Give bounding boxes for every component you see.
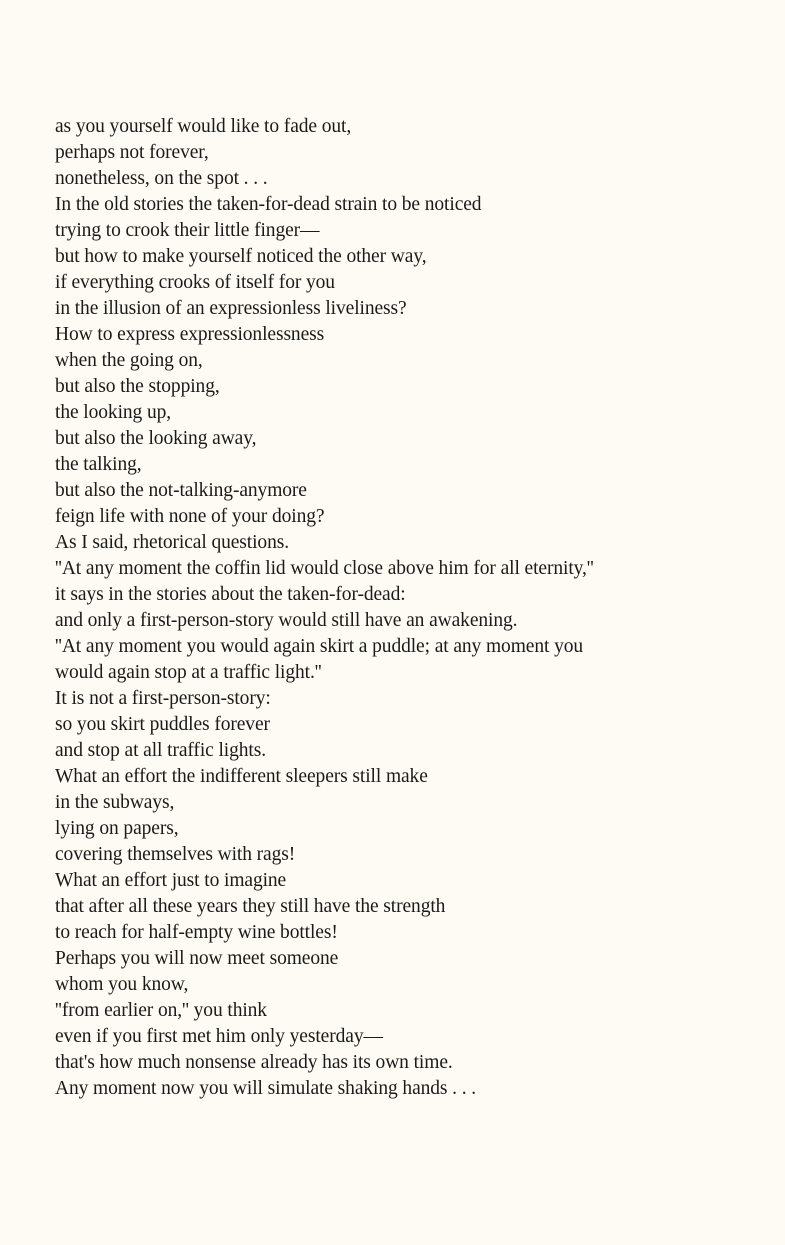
poem-line: As I said, rhetorical questions.: [55, 532, 289, 553]
poem-text: [55, 114, 755, 1102]
poem-line: to reach for half-empty wine bottles!: [55, 922, 338, 943]
poem-line: the talking,: [55, 454, 142, 475]
poem-line: if everything crooks of itself for you: [55, 272, 335, 293]
poem-line: perhaps not forever,: [55, 142, 209, 163]
poem-line: in the illusion of an expressionless liveliness?: [55, 298, 407, 319]
poem-line: lying on papers,: [55, 818, 179, 839]
poem-line: What an effort just to imagine: [55, 870, 287, 891]
poem-line: and only a first-person-story would still have an awakening.: [55, 610, 518, 631]
poem-line: when the going on,: [55, 350, 203, 371]
poem-line: the looking up,: [55, 402, 172, 423]
poem-line: whom you know,: [55, 974, 189, 995]
poem-line: so you skirt puddles forever: [55, 714, 270, 735]
poem-line: Perhaps you will now meet someone: [55, 948, 339, 969]
poem-line: What an effort the indifferent sleepers still make: [55, 766, 428, 787]
poem-line: ''At any moment the coffin lid would close above him for all eternity,'': [55, 558, 594, 579]
poem-line: that after all these years they still have the strength: [55, 896, 446, 917]
poem-line: that's how much nonsense already has its own time.: [55, 1052, 453, 1073]
poem-line: nonetheless, on the spot . . .: [55, 168, 268, 189]
poem-line: ''At any moment you would again skirt a puddle; at any moment you: [55, 636, 584, 657]
poem-line: and stop at all traffic lights.: [55, 740, 266, 761]
poem-line: covering themselves with rags!: [55, 844, 296, 865]
poem-line: How to express expressionlessness: [55, 324, 325, 345]
poem-line: but also the stopping,: [55, 376, 220, 397]
poem-line: it says in the stories about the taken-for-dead:: [55, 584, 406, 605]
poem-line: but also the looking away,: [55, 428, 257, 449]
poem-line: It is not a first-person-story:: [55, 688, 271, 709]
poem-line: in the subways,: [55, 792, 175, 813]
poem-line: as you yourself would like to fade out,: [55, 116, 352, 137]
poem-line: but also the not-talking-anymore: [55, 480, 307, 501]
poem-line: would again stop at a traffic light.'': [55, 662, 322, 683]
poem-line: trying to crook their little finger—: [55, 220, 320, 241]
poem-line: but how to make yourself noticed the other way,: [55, 246, 427, 267]
poem-line: feign life with none of your doing?: [55, 506, 325, 527]
poem-line: ''from earlier on,'' you think: [55, 1000, 267, 1021]
poem-line: Any moment now you will simulate shaking hands . . .: [55, 1078, 477, 1099]
poem-line: even if you first met him only yesterday—: [55, 1026, 383, 1047]
poem-line: In the old stories the taken-for-dead strain to be noticed: [55, 194, 482, 215]
